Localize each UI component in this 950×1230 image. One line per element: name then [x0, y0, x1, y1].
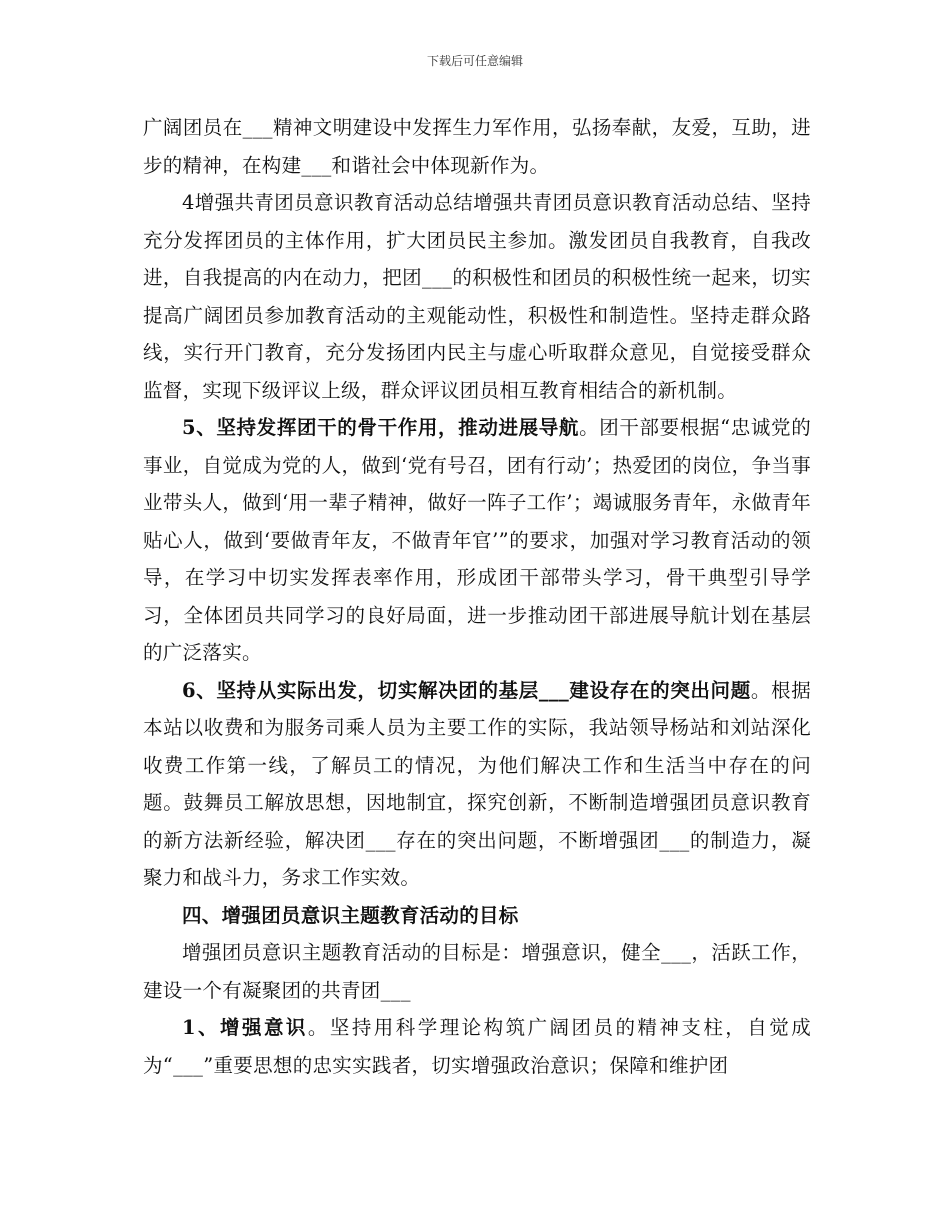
paragraph-text: 增强团员意识主题教育活动的目标是：增强意识，健全___，活跃工作，建设一个有凝聚团的共青团___	[143, 941, 811, 1002]
document-body	[143, 109, 811, 1084]
paragraph-text: 。根据本站以收费和为服务司乘人员为主要工作的实际，我站领导杨站和刘站深化收费工作第一线，了解员工的情况，为他们解决工作和生活当中存在的问题。鼓舞员工解放思想，因地制宜，探究创新，不断制造增强团员意识教育的新方法新经验，解决团___存在的突出问题，不断增强团___的制造力，凝聚力和战斗力，务求工作实效。	[143, 678, 811, 889]
paragraph-2	[143, 184, 811, 409]
paragraph-6	[143, 934, 811, 1009]
paragraph-text: 。坚持用科学理论构筑广阔团员的精神支柱，自觉成为“___”重要思想的忠实实践者，切实增强政治意识；保障和维护团	[143, 1016, 811, 1077]
paragraph-1	[143, 109, 811, 184]
paragraph-lead: 6、坚持从实际出发，切实解决团的基层___建设存在的突出问题	[182, 678, 751, 702]
paragraph-text: 4增强共青团员意识教育活动总结增强共青团员意识教育活动总结、坚持充分发挥团员的主体作用，扩大团员民主参加。激发团员自我教育，自我改进，自我提高的内在动力，把团___的积极性和团员的积极性统一起来，切实提高广阔团员参加教育活动的主观能动性，积极性和制造性。坚持走群众路线，实行开门教育，充分发扬团内民主与虚心听取群众意见，自觉接受群众监督，实现下级评议上级，群众评议团员相互教育相结合的新机制。	[143, 191, 811, 402]
section-heading-text: 四、增强团员意识主题教育活动的目标	[182, 903, 519, 927]
page-header: 下载后可任意编辑	[426, 54, 523, 68]
paragraph-text: 广阔团员在___精神文明建设中发挥生力军作用，弘扬奉献，友爱，互助，进步的精神，在构建___和谐社会中体现新作为。	[143, 116, 811, 177]
paragraph-3	[143, 409, 811, 672]
paragraph-lead: 1、增强意识	[182, 1016, 308, 1039]
paragraph-4	[143, 672, 811, 897]
paragraph-7	[143, 1009, 811, 1084]
paragraph-text: 。团干部要根据“忠诚党的事业，自觉成为党的人，做到‘党有号召，团有行动’；热爱团的岗位，争当事业带头人，做到‘用一辈子精神，做好一阵子工作’；竭诚服务青年，永做青年贴心人，做到‘要做青年友，不做青年官’”的要求，加强对学习教育活动的领导，在学习中切实发挥表率作用，形成团干部带头学习，骨干典型引导学习，全体团员共同学习的良好局面，进一步推动团干部进展导航计划在基层的广泛落实。	[143, 416, 811, 664]
paragraph-lead: 5、坚持发挥团干的骨干作用，推动进展导航	[182, 416, 580, 439]
section-heading	[143, 897, 811, 935]
